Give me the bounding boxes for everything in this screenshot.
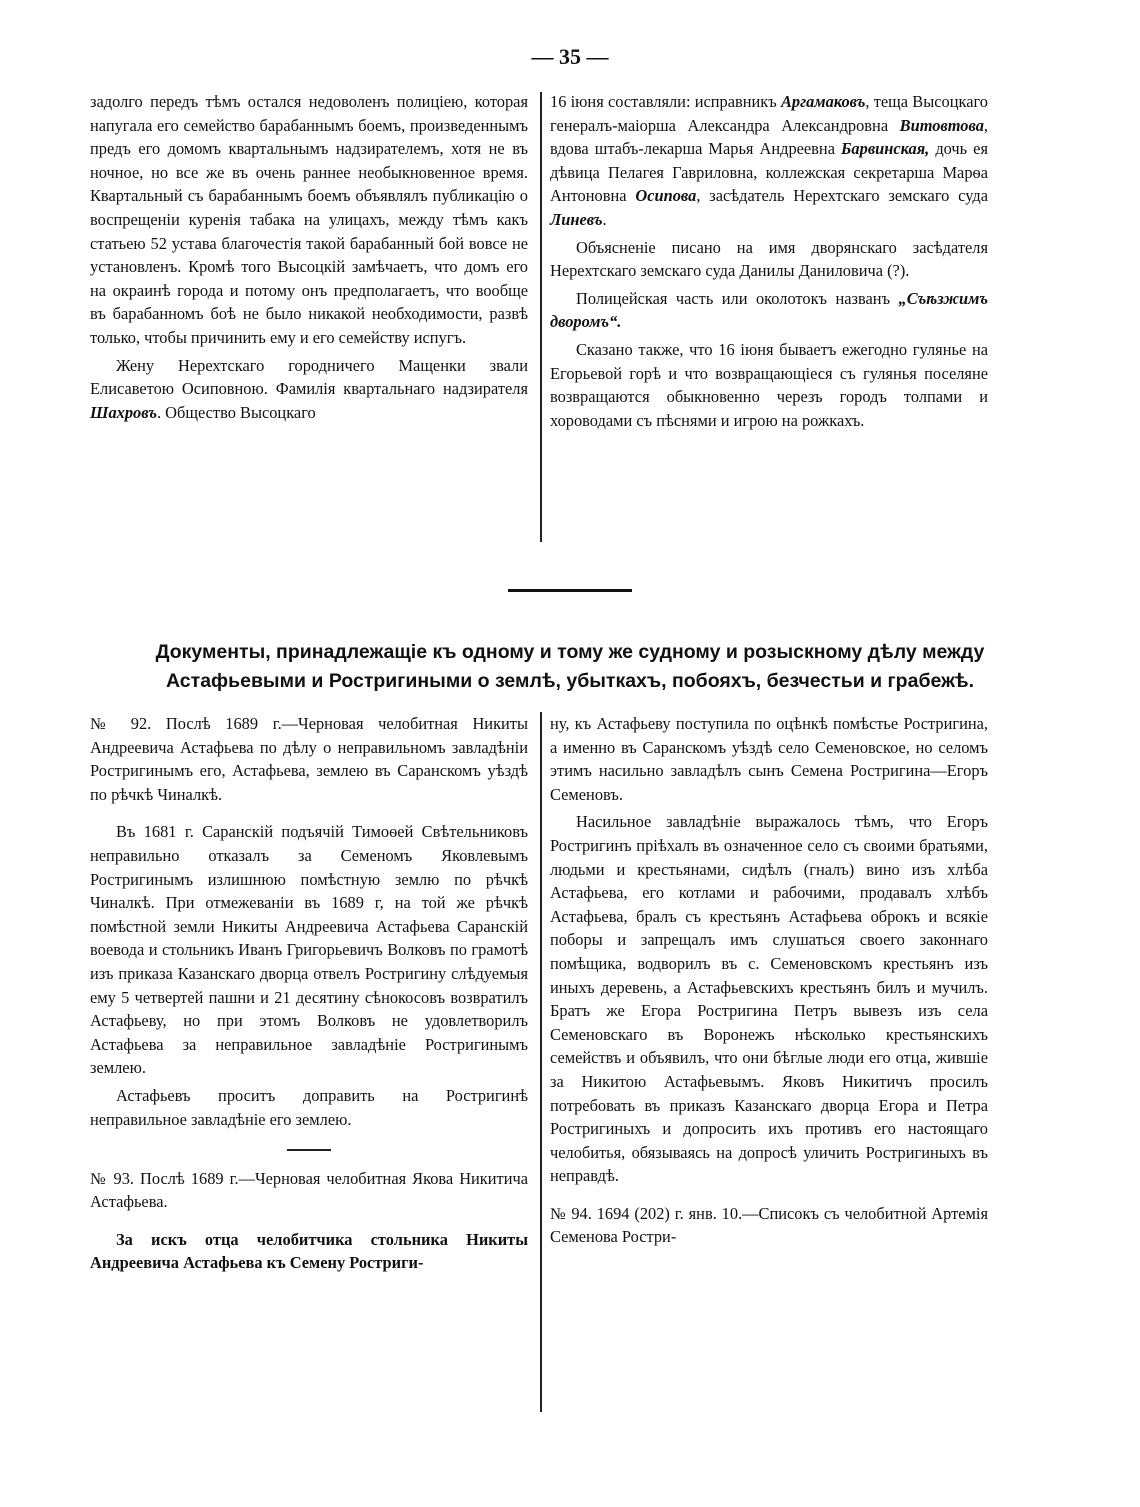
bottom-column-divider bbox=[540, 712, 542, 1412]
bottom-left-column bbox=[90, 712, 528, 1275]
doc-93-continuation-paragraph-1: ну, къ Астафьеву поступила по оцѣнкѣ помѣстье Ростригина, а именно въ Саранскомъ уѣздѣ село Семеновское, но селомъ этимъ насильно завладѣлъ сынъ Семена Ростригина—Егоръ Семеновъ. bbox=[550, 714, 988, 804]
doc-94-heading: № 94. 1694 (202) г. янв. 10.—Списокъ съ челобитной Артемія Семенова Ростри- bbox=[550, 1203, 988, 1247]
page-number: — 35 — bbox=[531, 44, 609, 69]
section-title: Документы, принадлежащіе къ одному и тому же судному и розыскному дѣлу между Астафьевыми и Ростригиными о землѣ, убыткахъ, побояхъ, безчестьи и грабежѣ. bbox=[155, 641, 985, 692]
doc-divider-dash bbox=[287, 1149, 331, 1151]
doc-93-heading: № 93. Послѣ 1689 г.—Черновая челобитная Якова Никитича Астафьева. bbox=[90, 1168, 528, 1212]
top-right-paragraph-2: Объясненіе писано на имя дворянскаго засѣдателя Нерехтскаго земскаго суда Данилы Даниловича (?). bbox=[550, 237, 988, 281]
top-right-paragraph-3: Полицейская часть или околотокъ названъ „Съѣзжимъ дворомъ“. bbox=[550, 288, 988, 332]
top-left-paragraph-2: Жену Нерехтскаго городничего Мащенки звали Елисаветою Осиповною. Фамилія квартальнаго надзирателя Шахровъ. Общество Высоцкаго bbox=[90, 355, 528, 422]
doc-92-paragraph-2: Астафьевъ проситъ доправить на Ростригинѣ неправильное завладѣніе его землею. bbox=[90, 1085, 528, 1129]
doc-93-continuation-paragraph-2: Насильное завладѣніе выражалось тѣмъ, что Егоръ Ростригинъ пріѣхалъ въ означенное село съ своими братьями, людьми и крестьянами, сидѣлъ (гналъ) вино изъ хлѣба Астафьева, его котлами и рабочими, продавалъ хлѣбъ Астафьева, бралъ съ крестьянъ Астафьева оброкъ и всякіе поборы и запрещалъ имъ слушаться своего законнаго помѣщика, водворилъ въ с. Семеновскомъ крестьянъ изъ иныхъ деревень, а Астафьевскихъ крестьянъ билъ и мучилъ. Братъ же Егора Ростригина Петръ вывезъ изъ села Семеновскаго въ Воронежъ нѣсколько крестьянскихъ семействъ и объявилъ, что они бѣглые люди его отца, жившіе за Никитою Астафьевымъ. Яковъ Никитичъ просилъ потребовать въ приказъ Казанскаго дворца Егора и Петра Ростригиныхъ и допросить ихъ противъ его настоящаго челобитья, обязываясь на допросѣ уличить Ростригиныхъ въ неправдѣ. bbox=[550, 812, 988, 1186]
surname-shakhrov: Шахровъ bbox=[90, 402, 157, 422]
bottom-right-column bbox=[550, 712, 988, 1249]
doc-92-paragraph-1: Въ 1681 г. Саранскій подъячій Тимоѳей Свѣтельниковъ неправильно отказалъ за Семеномъ Яковлевымъ Ростригинымъ излишнюю помѣстную землю по рѣчкѣ Чиналкѣ. При отмежеваніи въ 1689 г, на той же рѣчкѣ помѣстной земли Никиты Андреевича Астафьева Саранскій воевода и стольникъ Иванъ Григорьевичъ Волковъ по грамотѣ изъ приказа Казанскаго дворца отвелъ Ростригину слѣдуемыя ему 5 четвертей пашни и 21 десятину сѣнокосовъ возвратилъ Астафьеву, но при этомъ Волковъ не удовлетворилъ Астафьева за неправильное завладѣніе Ростригинымъ землею. bbox=[90, 822, 528, 1078]
top-left-column bbox=[90, 90, 528, 424]
section-separator bbox=[508, 589, 632, 592]
top-column-divider bbox=[540, 92, 542, 542]
top-right-column bbox=[550, 90, 988, 432]
top-left-paragraph-1: задолго передъ тѣмъ остался недоволенъ полиціею, которая напугала его семейство барабаннымъ боемъ, произведеннымъ предъ его домомъ квартальнымъ надзирателемъ, хотя не въ ночное, но все же въ очень раннее необыкновенное время. Квартальный съ барабаннымъ боемъ объявлялъ публикацію о воспрещеніи куренія табака на улицахъ, между тѣмъ какъ статьею 52 устава благочестія такой барабанный бой вовсе не установленъ. Кромѣ того Высоцкій замѣчаетъ, что домъ его на окраинѣ города и потому онъ предполагаетъ, что вообще въ барабанномъ боѣ не было никакой необходимости, развѣ только, чтобы причинить ему и его семейству испугъ. bbox=[90, 92, 528, 347]
doc-93-paragraph-1: За искъ отца челобитчика стольника Никиты Андреевича Астафьева къ Семену Ростриги- bbox=[90, 1229, 528, 1273]
doc-92-heading: № 92. Послѣ 1689 г.—Черновая челобитная Никиты Андреевича Астафьева по дѣлу о неправильномъ завладѣніи Ростригинымъ его, Астафьева, землею въ Саранскомъ уѣздѣ по рѣчкѣ Чиналкѣ. bbox=[90, 714, 528, 804]
top-right-paragraph-1: 16 іюня составляли: исправникъ Аргамаковъ, теща Высоцкаго генералъ-маіорша Александра Александровна Витовтова, вдова штабъ-лекарша Марья Андреевна Барвинская, дочь ея дѣвица Пелагея Гавриловна, коллежская секретарша Марѳа Антоновна Осипова, засѣдатель Нерехтскаго земскаго суда Линевъ. bbox=[550, 92, 989, 229]
top-right-paragraph-4: Сказано также, что 16 іюня бываетъ ежегодно гулянье на Егорьевой горѣ и что возвращающіеся съ гулянья поселяне возвращаются обыкновенно черезъ городъ толпами и хороводами съ пѣснями и игрою на рожкахъ. bbox=[550, 339, 988, 430]
